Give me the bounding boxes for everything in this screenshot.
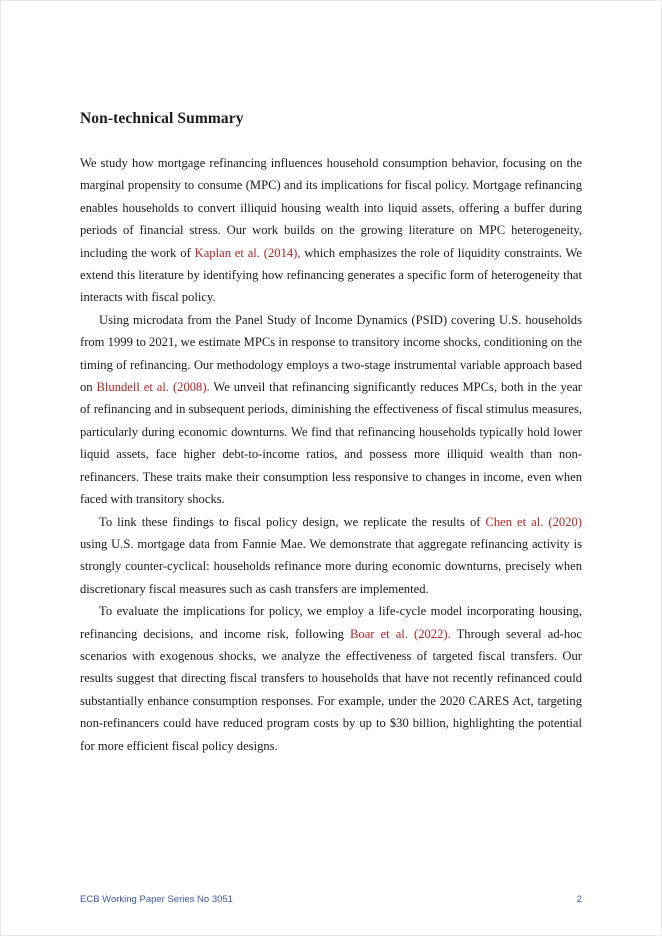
paragraph-1 [80, 152, 582, 309]
paragraph-text: To link these findings to fiscal policy design, we replicate the results of [99, 514, 486, 529]
citation-link-kaplan-2014[interactable]: Kaplan et al. (2014), [194, 245, 301, 260]
paragraph-text: We study how mortgage refinancing influences household consumption behavior, focusing on the marginal propensity to consume (MPC) and its implications for fiscal policy. Mortgage refinancing enables households to convert illiquid housing wealth into liquid assets, offering a buffer during periods of financial stress. Our work builds on the growing literature on MPC heterogeneity, including the work of [80, 156, 582, 260]
footer-series-label: ECB Working Paper Series No 3051 [80, 894, 233, 905]
paragraph-2 [80, 309, 582, 511]
paragraph-text: which emphasizes the role of liquidity constraints. We extend this literature by identifying how refinancing generates a specific form of heterogeneity that interacts with fiscal policy. [80, 245, 582, 305]
paragraph-3 [80, 511, 582, 601]
footer-page-number: 2 [576, 894, 582, 905]
paragraph-text: using U.S. mortgage data from Fannie Mae. We demonstrate that aggregate refinancing activity is strongly counter-cyclical: households refinance more during economic downturns, precisely when discretionary fiscal measures such as cash transfers are implemented. [80, 536, 582, 596]
citation-link-boar-2022[interactable]: Boar et al. (2022). [350, 626, 451, 641]
paragraph-text: Using microdata from the Panel Study of Income Dynamics (PSID) covering U.S. households from 1999 to 2021, we estimate MPCs in response to transitory income shocks, conditioning on the timing of refinancing. Our methodology employs a two-stage instrumental variable approach based on [80, 312, 582, 395]
paragraph-text: Through several ad-hoc scenarios with exogenous shocks, we analyze the effectiveness of targeted fiscal transfers. Our results suggest that directing fiscal transfers to households that have not recently refinanced could substantially enhance consumption responses. For example, under the 2020 CARES Act, targeting non-refinancers could have reduced program costs by up to $30 billion, highlighting the potential for more efficient fiscal policy designs. [80, 626, 583, 753]
section-title: Non-technical Summary [80, 110, 244, 127]
paragraph-text: To evaluate the implications for policy, we employ a life-cycle model incorporating housing, refinancing decisions, and income risk, following [80, 604, 582, 641]
citation-link-chen-2020[interactable]: Chen et al. (2020) [485, 514, 582, 529]
citation-link-blundell-2008[interactable]: Blundell et al. (2008). [96, 380, 210, 395]
paragraph-text: We unveil that refinancing significantly reduces MPCs, both in the year of refinancing and in subsequent periods, diminishing the effectiveness of fiscal stimulus measures, particularly during economic downturns. We find that refinancing households typically hold lower liquid assets, face higher debt-to-income ratios, and possess more illiquid wealth than non-refinancers. These traits make their consumption less responsive to changes in income, even when faced with transitory shocks. [80, 380, 582, 507]
paragraph-4 [80, 600, 582, 757]
page-content [80, 1, 582, 757]
page-footer [80, 894, 582, 905]
